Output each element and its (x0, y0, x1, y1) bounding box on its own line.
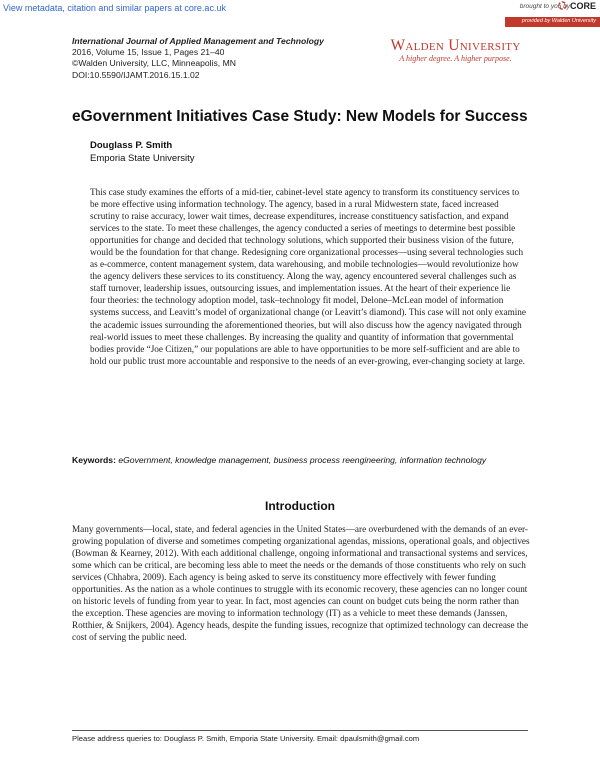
brought-by-label: brought to you by (519, 3, 570, 10)
journal-volume: 2016, Volume 15, Issue 1, Pages 21–40 (72, 47, 225, 58)
core-logo-text: CORE (569, 1, 596, 11)
abstract: This case study examines the efforts of a mid-tier, cabinet-level state agency to transform its constituency services to be more effective using information technology. The agency, based in a rural Midwestern state, faced increased scrutiny to raise accuracy, lower wait times, decrease expenditures, increase constituency satisfaction, and expand services to the state. To meet these challenges, the agency conducted a series of meetings to determine best possible opportunities for change and decided that technology solutions, which supported their business vision of the future, would be the foundation for that change. Redesigning core organizational processes—using several technologies such as e-commerce, content management system, data warehousing, and mobile technologies—would revolutionize how the agency delivers these services to its constituency. Along the way, agency encountered several challenges such as staff turnover, leadership issues, outsourcing issues, and implementation issues. At the heart of their experience lie four theories: the technology adoption model, task–technology fit model, Delone–McLean model of information systems success, and Leavitt’s model of organizational change (or Leavitt’s diamond). This case will not only examine the academic issues surrounding the aforementioned theories, but will also discuss how the agency navigated through real-world issues to meet these challenges. By increasing the quality and quantity of information that governmental bodies provide “Joe Citizen,” our populations are able to have opportunities to be more self-sufficient and are able to hold our public trust more accountable and responsive to the needs of an ever-growing, ever-changing society at large. (90, 187, 526, 366)
journal-doi: DOI:10.5590/IJAMT.2016.15.1.02 (72, 69, 200, 80)
walden-logo (378, 37, 533, 63)
introduction-text: Many governments—local, state, and federal agencies in the United States—are overburdened with the demands of an ever-growing population of diverse and sometimes competing organizational agendas, missions, operational goals, and objectives (Bowman & Kearney, 2012). With each additional challenge, ongoing informational and transactional systems and services, some which can be critical, are becoming less able to meet the needs or the demands of those constituents who rely on such services (Chhabra, 2009). Each agency is being asked to serve its constituency more effectively with fewer funding opportunities. As the nation as a whole continues to struggle with its economic recovery, these agencies can no longer count on historic levels of funding from year to year. In fact, most agencies can count on budget cuts being the norm rather than the exception. These agencies are moving to information technology (IT) as a vehicle to meet these demands (Janssen, Rotthier, & Snijkers, 2004). Agency heads, despite the funding issues, recognize that optimized technology can decrease the cost of serving the public need. (72, 524, 530, 643)
introduction-heading: Introduction (265, 499, 335, 513)
walden-logo-name: Walden University (390, 37, 521, 54)
journal-copyright: ©Walden University, LLC, Minneapolis, MN (72, 58, 236, 69)
keywords (72, 455, 522, 466)
footer-divider (72, 730, 528, 731)
core-logo[interactable] (558, 1, 596, 11)
core-header-bar (0, 0, 600, 28)
author-affiliation: Emporia State University (90, 153, 195, 164)
core-metadata-link[interactable]: View metadata, citation and similar papers at core.ac.uk (3, 3, 226, 13)
keywords-label: Keywords: (72, 455, 116, 465)
provided-by-label[interactable]: provided by Walden University (521, 18, 596, 24)
keywords-list: eGovernment, knowledge management, business process reengineering, information technology (118, 455, 487, 465)
walden-logo-tagline: A higher degree. A higher purpose. (399, 54, 512, 63)
footer-contact: Please address queries to: Douglass P. Smith, Emporia State University. Email: dpaulsmith@gmail.com (72, 734, 420, 743)
core-logo-icon (558, 1, 567, 10)
journal-info (72, 36, 324, 81)
paper-title: eGovernment Initiatives Case Study: New Models for Success (72, 108, 528, 125)
journal-name: International Journal of Applied Management and Technology (72, 36, 324, 46)
author-block (90, 139, 195, 165)
provided-by-strip (505, 17, 600, 27)
author-name: Douglass P. Smith (90, 140, 173, 151)
